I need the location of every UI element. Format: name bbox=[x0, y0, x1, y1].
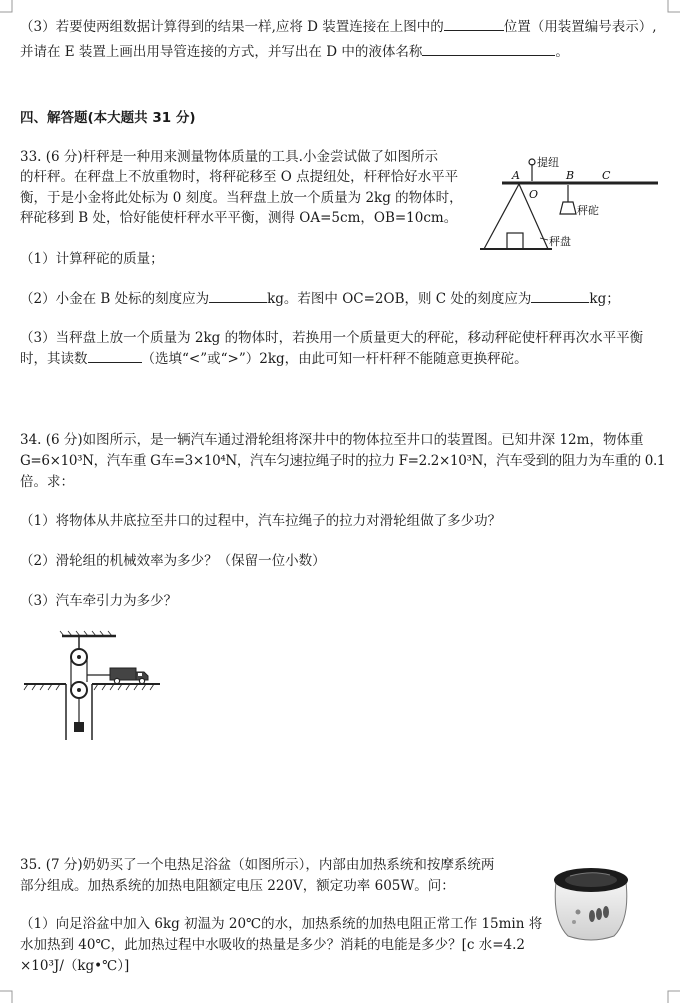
figure-label-tiniu: 提纽 bbox=[537, 156, 559, 169]
pulley-well-figure bbox=[24, 630, 164, 742]
q33-sub-3-tail: （选填“<”或“>”）2kg，由此可知一杆杆秤不能随意更换秤砣。 bbox=[141, 351, 528, 367]
corner-mark-top-left bbox=[0, 0, 14, 14]
figure-label-chengpan: 秤盘 bbox=[549, 235, 571, 248]
q35-sub-1-line-1: （1）向足浴盆中加入 6kg 初温为 20℃的水，加热系统的加热电阻正常工作 15min 将 bbox=[20, 916, 543, 932]
section-title: 四、解答题(本大题共 31 分) bbox=[20, 110, 196, 126]
q33-sub-3-text: 时，其读数 bbox=[20, 351, 88, 367]
q33-answer-blank-2[interactable] bbox=[531, 290, 589, 303]
q32-line-1-tail: 位置（用装置编号表示）, bbox=[503, 19, 657, 35]
q33-sub-3-line-2 bbox=[20, 350, 528, 368]
load-block bbox=[74, 722, 84, 732]
q33-line-1: 33. (6 分)杆秤是一种用来测量物体质量的工具.小金尝试做了如图所示 bbox=[20, 149, 438, 165]
q32-line-2 bbox=[20, 43, 569, 61]
q34-line-1: 34. (6 分)如图所示，是一辆汽车通过滑轮组将深井中的物体拉至井口的装置图。已知井深 12m，物体重 bbox=[20, 432, 644, 448]
q33-answer-blank-1[interactable] bbox=[209, 290, 267, 303]
q34-sub-3: （3）汽车牵引力为多少？ bbox=[20, 593, 178, 609]
q32-line-2-text: 并请在 E 装置上画出用导管连接的方式，并写出在 D 中的液体名称 bbox=[20, 44, 423, 60]
q33-sub-1: （1）计算秤砣的质量； bbox=[20, 251, 164, 267]
q33-sub-2 bbox=[20, 290, 620, 308]
q32-line-1-text: （3）若要使两组数据计算得到的结果一样,应将 D 装置连接在上图中的 bbox=[20, 19, 444, 35]
q33-line-4: 秤砣移到 B 处，恰好能使杆秤水平平衡，测得 OA=5cm，OB=10cm。 bbox=[20, 210, 458, 226]
figure-label-chengtuo: 秤砣 bbox=[577, 204, 599, 217]
truck-icon bbox=[110, 668, 148, 684]
q34-sub-2: （2）滑轮组的机械效率为多少？（保留一位小数） bbox=[20, 553, 326, 569]
q35-sub-1-line-3: ×10³J/（kg•℃）] bbox=[20, 958, 130, 974]
pan-string-left bbox=[484, 184, 519, 249]
q33-line-2: 的杆秤。在秤盘上不放重物时，将秤砣移至 O 点提纽处，杆秤恰好水平平 bbox=[20, 169, 459, 185]
figure-label-B: B bbox=[566, 169, 575, 182]
q32-line-2-tail: 。 bbox=[555, 44, 569, 60]
corner-mark-top-right bbox=[666, 0, 680, 14]
q32-answer-blank-1[interactable] bbox=[444, 18, 504, 31]
q35-sub-1-line-2: 水加热到 40℃，此加热过程中水吸收的热量是多少？消耗的电能是多少？[c 水=4.2 bbox=[20, 937, 525, 953]
counterweight bbox=[560, 202, 576, 214]
foot-bath-image bbox=[548, 860, 634, 942]
figure-label-C: C bbox=[602, 169, 611, 182]
figure-label-O: O bbox=[529, 188, 539, 201]
corner-mark-bottom-right bbox=[666, 989, 680, 1003]
q32-line-1 bbox=[20, 18, 657, 36]
q34-line-2: G=6×10³N，汽车重 G车=3×10⁴N，汽车匀速拉绳子时的拉力 F=2.2×10³N，汽车受到的阻力为车重的 0.1 bbox=[20, 453, 666, 469]
q32-answer-blank-2[interactable] bbox=[422, 43, 555, 56]
q33-sub-3-line-1: （3）当秤盘上放一个质量为 2kg 的物体时，若换用一个质量更大的秤砣，移动秤砣使杆秤再次水平平衡 bbox=[20, 330, 644, 346]
corner-mark-bottom-left bbox=[0, 989, 14, 1003]
q33-sub-2-tail: kg； bbox=[589, 291, 620, 307]
q33-line-3: 衡，于是小金将此处标为 0 刻度。当秤盘上放一个质量为 2kg 的物体时， bbox=[20, 190, 463, 206]
steelyard-figure bbox=[478, 152, 660, 256]
q34-line-3: 倍。求： bbox=[20, 474, 74, 490]
q35-line-1: 35. (7 分)奶奶买了一个电热足浴盆（如图所示），内部由加热系统和按摩系统两 bbox=[20, 857, 495, 873]
q35-line-2: 部分组成。加热系统的加热电阻额定电压 220V，额定功率 605W。问： bbox=[20, 878, 455, 894]
figure-label-A: A bbox=[512, 169, 520, 182]
q33-sub-2-mid: kg。若图中 OC=2OB，则 C 处的刻度应为 bbox=[267, 291, 532, 307]
q33-answer-blank-3[interactable] bbox=[88, 350, 142, 363]
q33-sub-2-text: （2）小金在 B 处标的刻度应为 bbox=[20, 291, 210, 307]
pan-object bbox=[507, 233, 523, 249]
q34-sub-1: （1）将物体从井底拉至井口的过程中，汽车拉绳子的拉力对滑轮组做了多少功？ bbox=[20, 513, 502, 529]
